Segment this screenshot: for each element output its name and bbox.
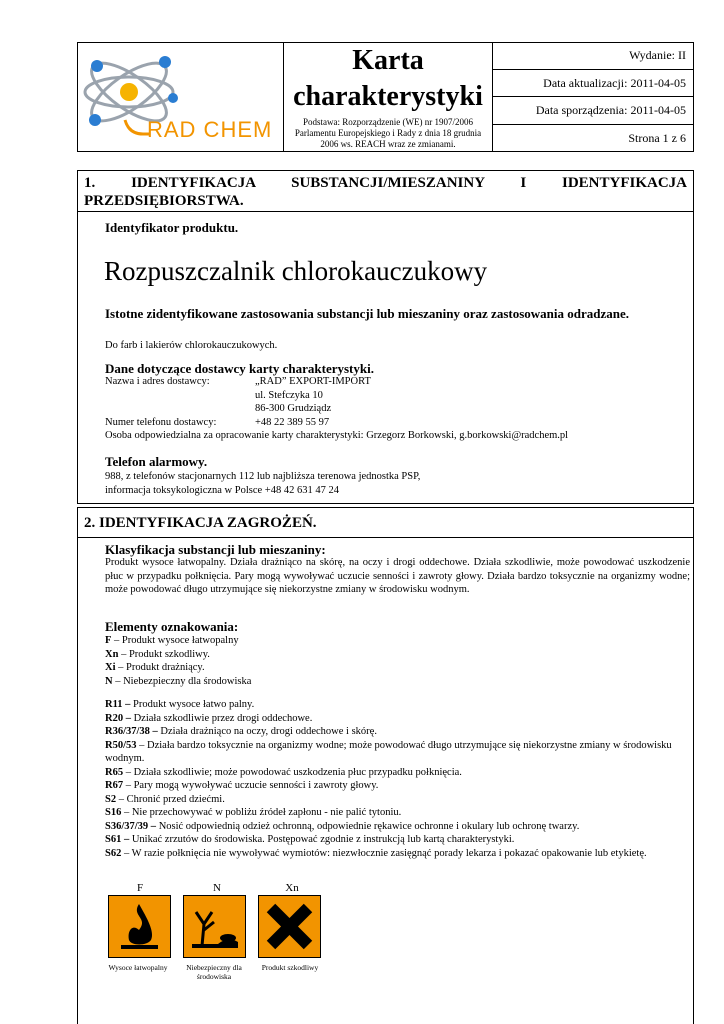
phrase-item: R20 – Działa szkodliwie przez drogi oddechowe. (105, 712, 313, 724)
supplier-heading: Dane dotyczące dostawcy karty charakterystyki. (105, 361, 374, 376)
phrases-list (105, 698, 690, 860)
title-line2: charakterystyki (293, 81, 483, 112)
supplier-line1: „RAD” EXPORT-IMPORT (255, 376, 371, 387)
supplier-label: Nazwa i adres dostawcy: (105, 376, 210, 387)
phrase-item: R67 – Pary mogą wywoływać uczucie senności i zawroty głowy. (105, 780, 379, 791)
phrase-item: S61 – Unikać zrzutów do środowiska. Postępować zgodnie z instrukcją lub kartą charakterystyki. (105, 834, 515, 845)
phrase-item: R65 – Działa szkodliwie; może powodować uszkodzenia płuc przypadku połknięcia. (105, 766, 462, 778)
dead-tree-fish-icon (183, 895, 246, 958)
phrase-item: S62 – W razie połknięcia nie wywoływać wymiotów: niezwłocznie zasięgnąć porady lekarza i pokazać opakowanie lub etykietę. (105, 847, 647, 859)
product-id-label: Identyfikator produktu. (105, 220, 239, 235)
classification-heading: Klasyfikacja substancji lub mieszaniny: (105, 542, 326, 557)
product-name: Rozpuszczalnik chlorokauczukowy (104, 256, 488, 286)
section2-body (77, 538, 694, 1024)
title-line1: Karta (352, 45, 424, 76)
supplier-line2: ul. Stefczyka 10 (255, 389, 323, 401)
supplier-phone: +48 22 389 55 97 (255, 416, 330, 428)
symbol-item: Xi – Produkt drażniący. (105, 662, 205, 673)
phrase-item: R36/37/38 – Działa drażniąco na oczy, drogi oddechowe i skórę. (105, 726, 377, 737)
symbol-item: Xn – Produkt szkodliwy. (105, 648, 210, 660)
flame-icon (108, 895, 171, 958)
symbols-list (105, 634, 690, 688)
pictogram-n-code: N (213, 882, 221, 894)
page-number: Strona 1 z 6 (628, 130, 686, 145)
update-date: Data aktualizacji: 2011-04-05 (493, 70, 694, 98)
pictogram-xn-label: Produkt szkodliwy (261, 963, 319, 972)
section1-body (77, 211, 694, 504)
section1-heading: 1. IDENTYFIKACJA SUBSTANCJI/MIESZANINY I IDENTYFIKACJA PRZEDSIĘBIORSTWA. (77, 170, 694, 212)
responsible-person: Osoba odpowiedzialna za opracowanie karty charakterystyki: Grzegorz Borkowski, g.borkowski@radchem.pl (105, 430, 569, 441)
classification-text: Produkt wysoce łatwopalny. Działa drażniąco na skórę, na oczy i drogi oddechowe. Działa szkodliwie, może powodować uszkodzenie płuc w przypadku połknięcia. Pary mogą wywoływać uczucie senności i zawroty głowy. Działa bardzo toksycznie na organizmy wodne; może powodować długo utrzymujące się niekorzystne zmiany w środowisku wodnym. (105, 557, 690, 595)
section2-heading: 2. IDENTYFIKACJA ZAGROŻEŃ. (77, 507, 694, 538)
emergency-line2: informacja toksykologiczna w Polsce +48 42 631 47 24 (105, 485, 339, 496)
supplier-block (105, 375, 690, 443)
pictogram-xn-code: Xn (285, 882, 299, 894)
uses-heading: Istotne zidentyfikowane zastosowania substancji lub mieszaniny oraz zastosowania odradzane. (105, 306, 629, 321)
emergency-heading: Telefon alarmowy. (105, 454, 208, 469)
title-cell (284, 42, 493, 152)
elements-heading: Elementy oznakowania: (105, 619, 239, 634)
phrase-item: S2 – Chronić przed dziećmi. (105, 793, 225, 805)
pictogram-f-code: F (136, 882, 144, 894)
phrase-item: R50/53 – Działa bardzo toksycznie na organizmy wodne; może powodować długo utrzymujące się niekorzystne zmiany w środowisku wodnym. (105, 739, 672, 764)
pictogram-f-label: Wysoce łatwopalny (108, 963, 168, 972)
legal-basis: Podstawa: Rozporządzenie (WE) nr 1907/2006 Parlamentu Europejskiego i Rady z dnia 18 grudnia 2006 ws. REACH wraz ze zmianami. (294, 117, 482, 149)
phrase-item: S36/37/39 – Nosić odpowiednią odzież ochronną, odpowiednie rękawice ochronne i okulary lub ochronę twarzy. (105, 820, 580, 832)
pictogram-n-label: Niebezpieczny dla środowiska (186, 963, 242, 981)
symbol-item: F – Produkt wysoce łatwopalny (105, 635, 239, 646)
logo-text: RAD CHEM (147, 117, 273, 142)
edition: Wydanie: II (493, 42, 694, 70)
phone-label: Numer telefonu dostawcy: (105, 416, 217, 428)
supplier-line3: 86-300 Grudziądz (255, 403, 332, 414)
emergency-line1: 988, z telefonów stacjonarnych 112 lub najbliższa terenowa jednostka PSP, (105, 471, 421, 482)
cross-icon (258, 895, 321, 958)
phrase-item: S16 – Nie przechowywać w pobliżu źródeł zapłonu - nie palić tytoniu. (105, 807, 402, 818)
uses-text: Do farb i lakierów chlorokauczukowych. (105, 340, 278, 351)
logo-cell (77, 42, 284, 152)
creation-date: Data sporządzenia: 2011-04-05 (493, 97, 694, 125)
phrase-item: R11 – Produkt wysoce łatwo palny. (105, 699, 255, 710)
symbol-item: N – Niebezpieczny dla środowiska (105, 675, 252, 687)
